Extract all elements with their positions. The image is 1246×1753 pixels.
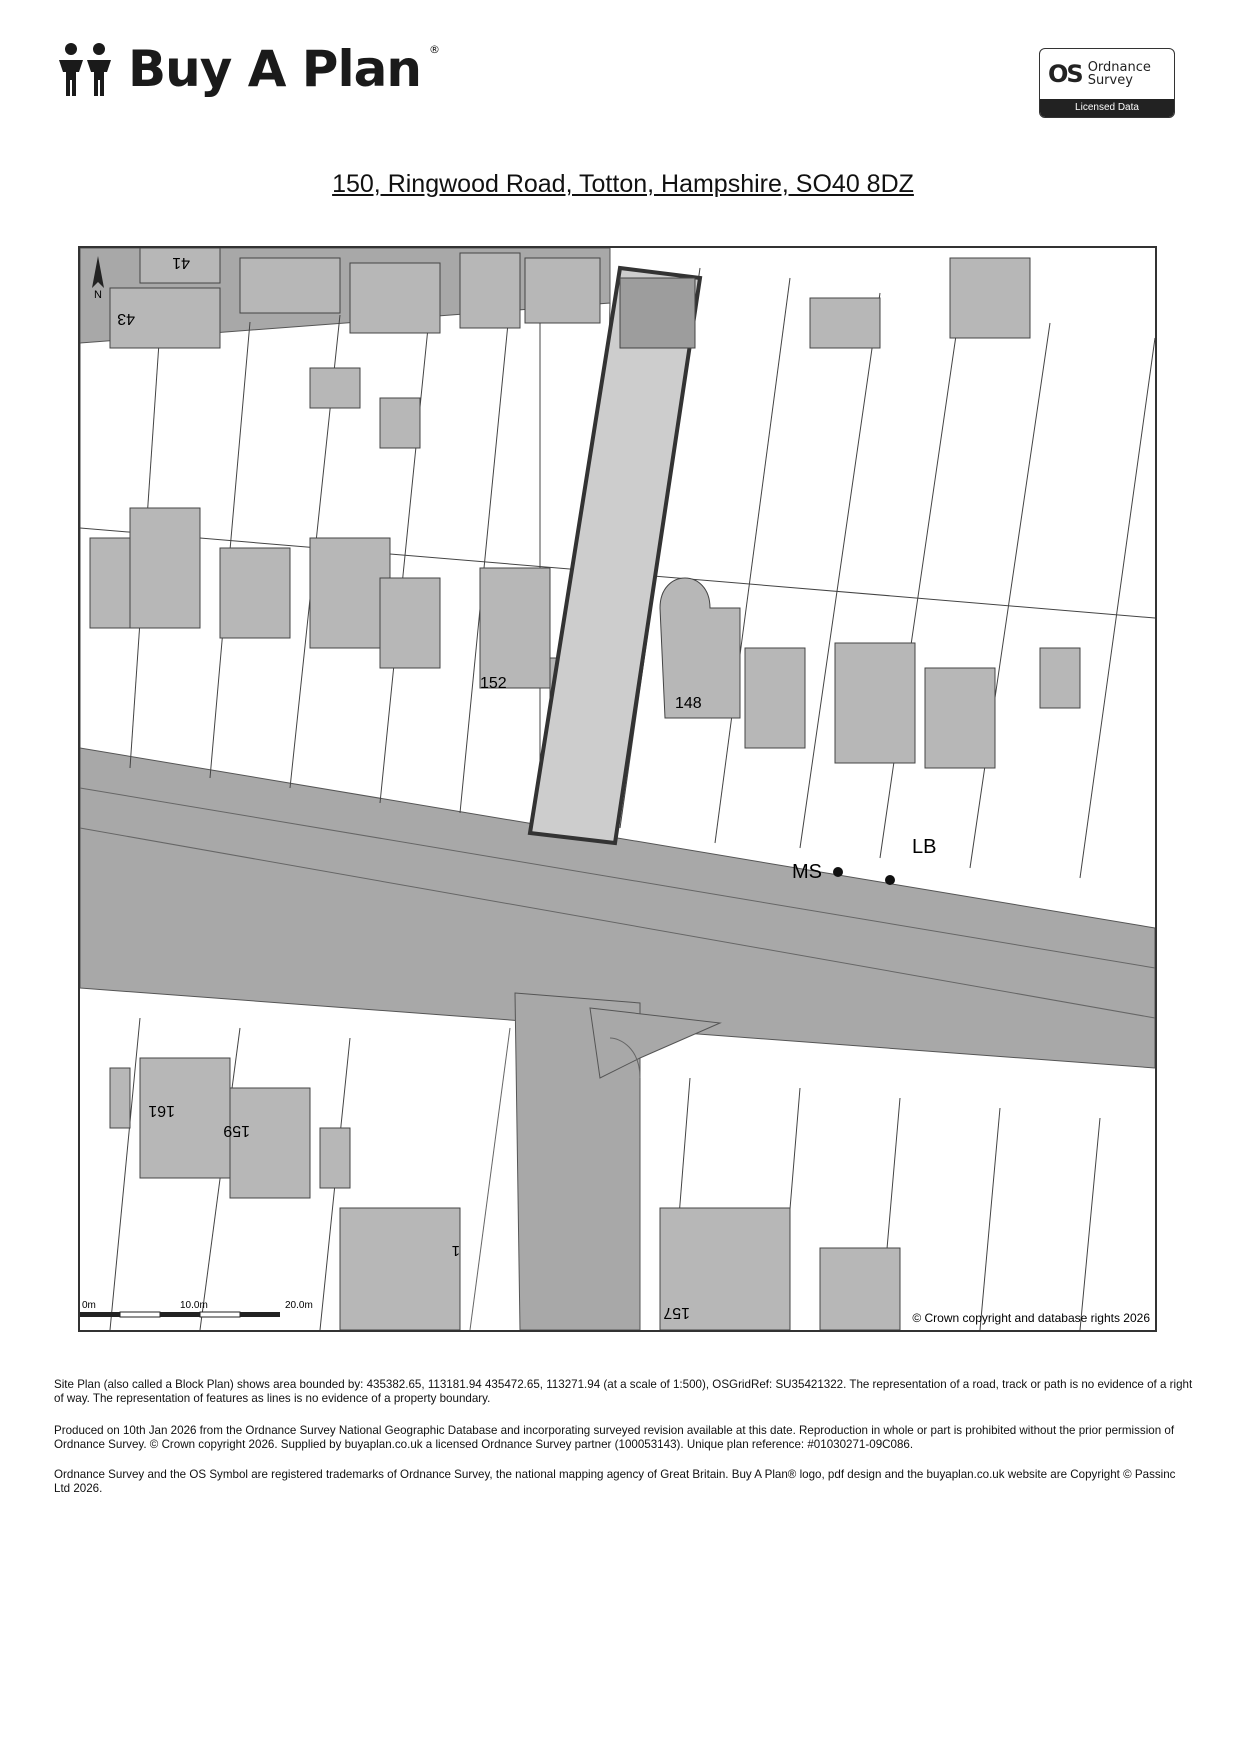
- site-map: [78, 246, 1157, 1332]
- north-label: N: [94, 289, 102, 301]
- map-canvas: [80, 248, 1155, 1330]
- scale-10: 10.0m: [180, 1300, 208, 1311]
- scale-20: 20.0m: [285, 1300, 313, 1311]
- label-152: 152: [480, 675, 507, 692]
- buy-a-plan-logo: [56, 42, 440, 96]
- ms-marker-icon: [833, 867, 843, 877]
- os-name: Ordnance Survey: [1087, 60, 1151, 88]
- brand-name: Buy A Plan: [128, 40, 421, 98]
- ms-label: MS: [792, 861, 822, 883]
- lb-marker-icon: [885, 875, 895, 885]
- label-161: 161: [148, 1102, 175, 1119]
- label-159: 159: [223, 1122, 250, 1139]
- footer-trademark-note: Ordnance Survey and the OS Symbol are registered trademarks of Ordnance Survey, the national mapping agency of Great Britain. Buy A Plan® logo, pdf design and the buyaplan.co.uk website are Copyright © Passinc Ltd 2026.: [54, 1468, 1176, 1495]
- footer-site-plan-note: Site Plan (also called a Block Plan) shows area bounded by: 435382.65, 113181.94 435472.65, 113271.94 (at a scale of 1:500), OSGridRef: SU35421322. The representation of a road, track or path is no evidence of a right of way. The representation of features as lines is no evidence of a property boundary.: [54, 1378, 1193, 1405]
- scale-bar: [80, 1300, 313, 1317]
- footer-production-note: Produced on 10th Jan 2026 from the Ordnance Survey National Geographic Database and incorporating surveyed revision available at this date. Reproduction in whole or part is prohibited without the prior permission of Ordnance Survey. © Crown copyright 2026. Supplied by buyaplan.co.uk a licensed Ordnance Survey partner (100053143). Unique plan reference: #01030271-09C086.: [54, 1424, 1175, 1451]
- os-symbol-icon: OS: [1048, 60, 1082, 88]
- licensed-data-strip: Licensed Data: [1040, 99, 1174, 117]
- page-title: 150, Ringwood Road, Totton, Hampshire, SO40 8DZ: [332, 170, 914, 198]
- scale-0: 0m: [82, 1300, 96, 1311]
- label-157: 157: [663, 1304, 690, 1321]
- label-1: 1: [451, 1242, 460, 1259]
- people-icon: [56, 42, 120, 96]
- lb-label: LB: [912, 836, 937, 858]
- site-boundary-150: [530, 268, 700, 843]
- ordnance-survey-badge: [1039, 48, 1175, 118]
- building-159: [230, 1088, 310, 1198]
- label-41: 41: [172, 254, 190, 271]
- site-building-150: [620, 278, 695, 348]
- registered-mark: ®: [428, 42, 440, 56]
- building-152: [480, 568, 550, 688]
- label-43: 43: [117, 310, 135, 327]
- map-copyright: © Crown copyright and database rights 2026: [912, 1311, 1150, 1325]
- label-148: 148: [675, 695, 702, 712]
